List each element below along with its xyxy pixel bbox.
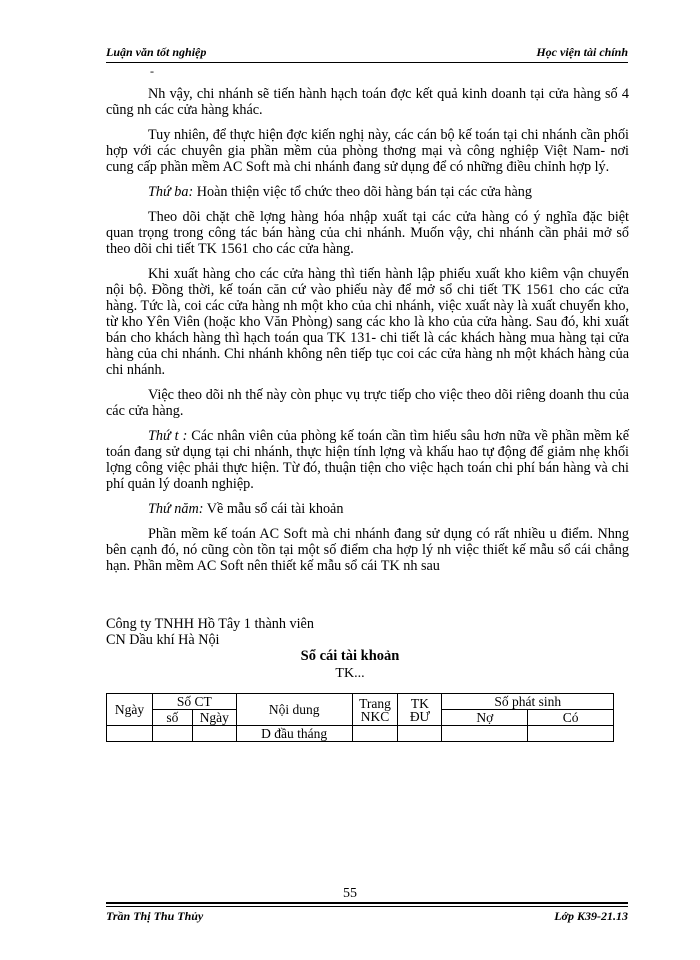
paragraph [106,184,629,200]
footer-author: Trần Thị Thu Thủy [106,909,204,923]
paragraph: Theo dõi chặt chẽ lợng hàng hóa nhập xuất tại các cửa hàng có ý nghĩa đặc biệt quan trọng trong công tác bán hàng của chi nhánh. Muốn vậy, chi nhánh cần phải mở sổ theo dõi chi tiết TK 1561 cho các cửa hàng. [106,209,629,257]
table-row [107,726,614,742]
paragraph: Việc theo dõi nh thế này còn phục vụ trực tiếp cho việc theo dõi riêng doanh thu của các cửa hàng. [106,387,629,419]
paragraph: Nh vậy, chi nhánh sẽ tiến hành hạch toán đợc kết quả kinh doanh tại cửa hàng số 4 cũng nh các cửa hàng khác. [106,86,629,118]
header-ct: Số CT [152,694,236,710]
header-ct-so: số [152,710,192,726]
header-co: Có [528,710,614,726]
ledger-table [106,693,614,742]
footer-rule [106,902,628,904]
header-dash: - [150,64,154,78]
paragraph-label: Thứ ba: [148,184,194,200]
header-date: Ngày [107,694,153,726]
paragraph-text: Các nhân viên của phòng kế toán cần tìm hiểu sâu hơn nữa về phần mềm kế toán đang sử dụng tại chi nhánh, thực hiện tính lợng và khấu hao tự động để giảm nhẹ khối lợng công việc phải thực hiện. Từ đó, thuận tiện cho việc hạch toán chi phí bán hàng và chi phí quản lý doanh nghiệp. [106,428,629,492]
header-tk: TK ĐƯ [398,694,442,726]
paragraph [106,428,629,492]
company-branch: CN Dầu khí Hà Nội [106,632,220,648]
page-number: 55 [343,886,357,901]
cell [352,726,398,742]
paragraph-label: Thứ t : [148,428,188,444]
cell [398,726,442,742]
cell [442,726,528,742]
paragraph: Phần mềm kế toán AC Soft mà chi nhánh đang sử dụng có rất nhiều u điểm. Nhng bên cạnh đó, nó cũng còn tồn tại một số điểm cha hợp lý nh việc thiết kế mẫu sổ cái chẳng hạn. Phần mềm AC Soft nên thiết kế mẫu sổ cái TK nh sau [106,526,629,574]
table-header-row [107,694,614,710]
header-trang: Trang NKC [352,694,398,726]
cell [107,726,153,742]
footer-rule-thin [106,906,628,907]
footer-class: Lớp K39-21.13 [554,909,628,923]
page-header [106,42,628,63]
header-desc: Nội dung [236,694,352,726]
paragraph-label: Thứ năm: [148,501,204,517]
cell [528,726,614,742]
ledger-title: Sổ cái tài khoản [300,648,400,664]
cell: D đầu tháng [236,726,352,742]
company-block [106,616,314,648]
header-left: Luận văn tốt nghiệp [106,45,207,59]
paragraph: Tuy nhiên, để thực hiện đợc kiến nghị này, các cán bộ kế toán tại chi nhánh cần phối hợp với các chuyên gia phần mềm của phòng thơng mại và công nghiệp Việt Nam- nơi cung cấp phần mềm AC Soft mà chi nhánh đang sử dụng để có những điều chỉnh hợp lý. [106,127,629,175]
paragraph-text: Về mẫu sổ cái tài khoản [203,501,344,517]
body-text [106,86,629,583]
cell [152,726,192,742]
header-right: Học viện tài chính [536,45,628,59]
header-ps: Số phát sinh [442,694,614,710]
paragraph: Khi xuất hàng cho các cửa hàng thì tiến hành lập phiếu xuất kho kiêm vận chuyển nội bộ. Đồng thời, kế toán căn cứ vào phiếu này để mở sổ chi tiết TK 1561 cho các cửa hàng. Tức là, coi các cửa hàng nh một kho của chi nhánh, việc xuất này là xuất chuyển kho, từ kho Yên Viên (hoặc kho Văn Phòng) sang các kho là kho của cửa hàng. Sau đó, khi xuất bán cho khách hàng thì hạch toán qua TK 131- chi tiết là các khách hàng mua hàng tại cửa hàng của chi nhánh. Chi nhánh không nên tiếp tục coi các cửa hàng nh một khách hàng của chi nhánh. [106,266,629,378]
header-ct-ngay: Ngày [192,710,236,726]
header-no: Nợ [442,710,528,726]
paragraph [106,501,629,517]
paragraph-text: Hoàn thiện việc tổ chức theo dõi hàng bán tại các cửa hàng [193,184,532,200]
company-name: Công ty TNHH Hồ Tây 1 thành viên [106,616,314,632]
ledger-subtitle: TK... [335,666,365,681]
cell [192,726,236,742]
